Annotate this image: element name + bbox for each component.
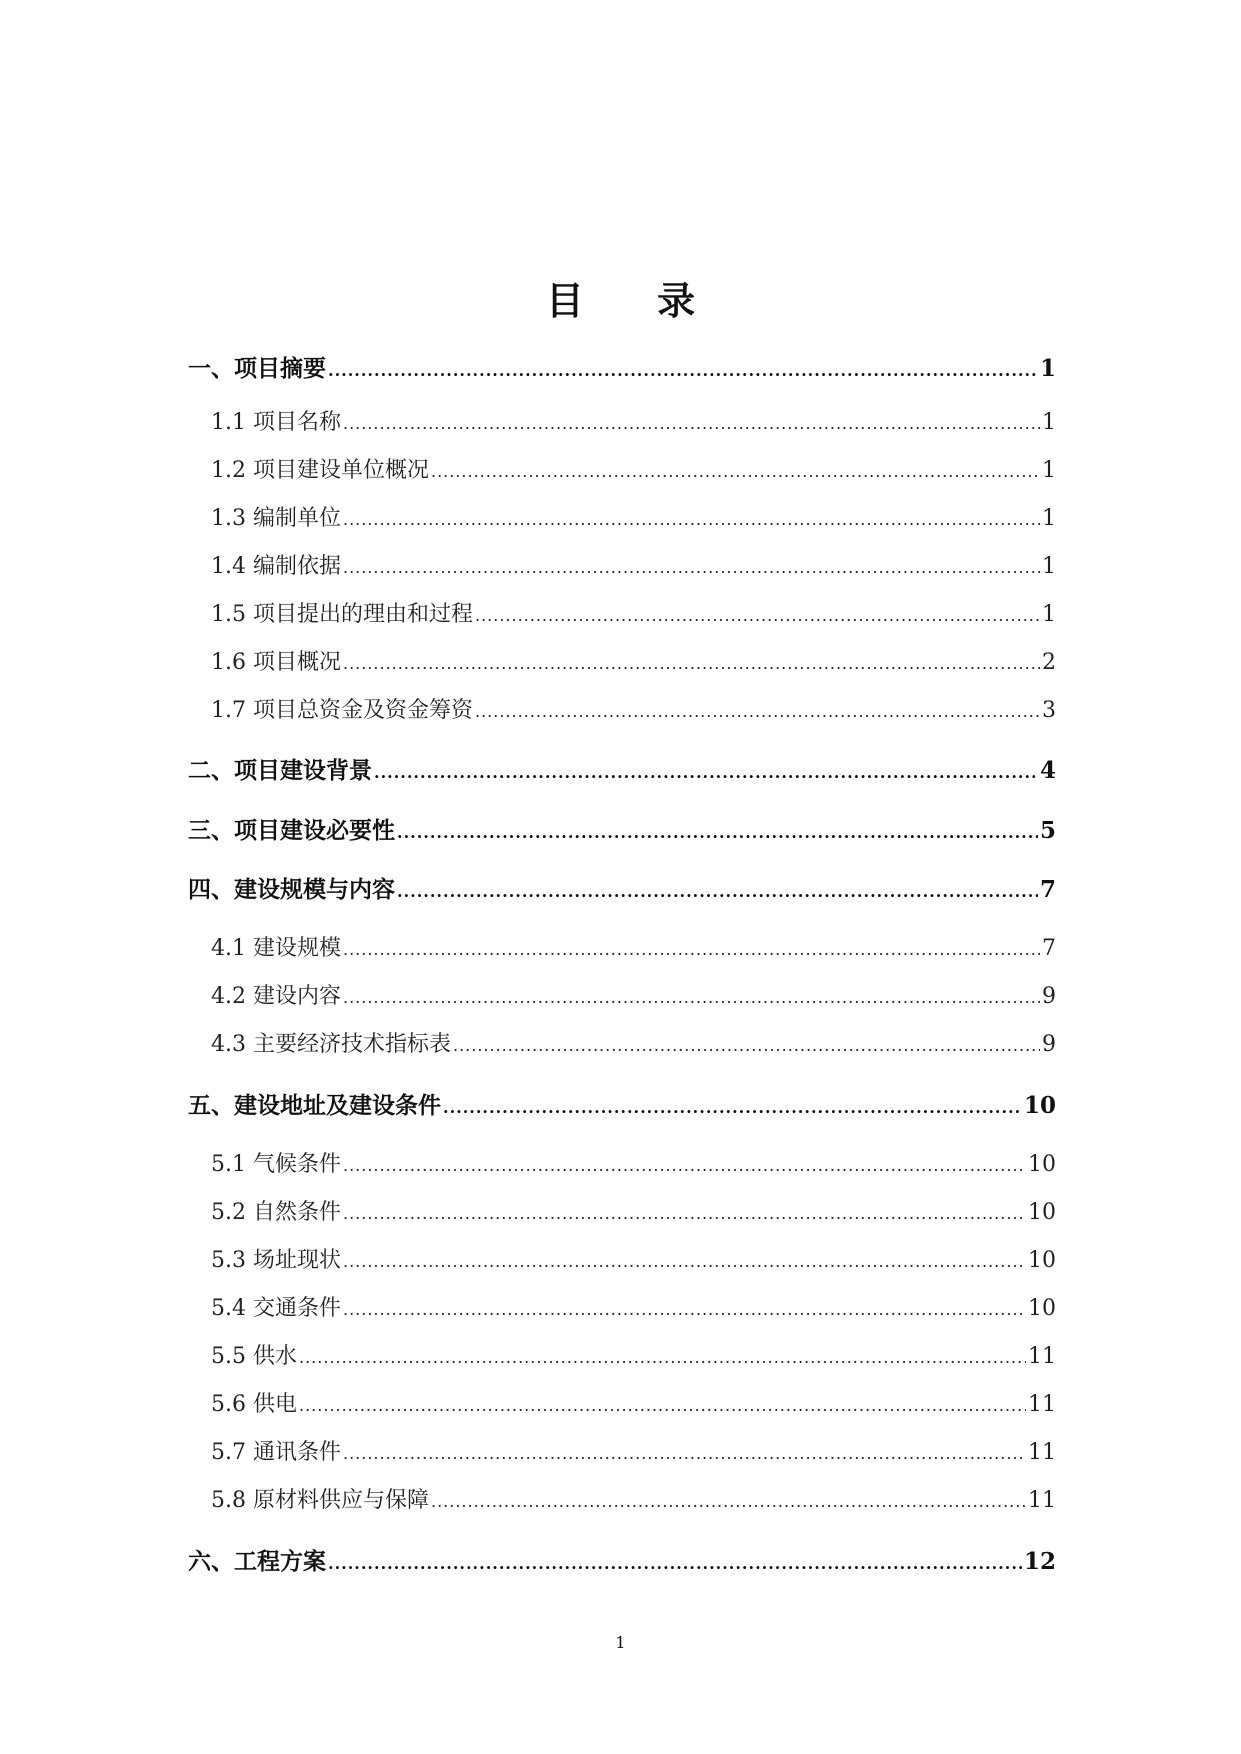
toc-entry-label: 5.8 原材料供应与保障 [211,1488,429,1513]
dot-leader [343,940,1040,959]
dot-leader [397,882,1038,901]
toc-entry-page: 10 [1023,1092,1056,1119]
toc-entry-page: 9 [1042,984,1056,1009]
toc-entry-label: 二、项目建设背景 [188,757,372,784]
dot-leader [343,988,1040,1007]
toc-entry-5-6[interactable] [211,1387,1056,1418]
dot-leader [343,414,1040,433]
toc-entry-page: 1 [1042,602,1056,627]
toc-entry-page: 9 [1042,1032,1056,1057]
toc-entry-section-2[interactable] [188,752,1056,785]
toc-entry-page: 7 [1042,936,1056,961]
toc-entry-1-4[interactable] [211,549,1056,580]
dot-leader [397,823,1038,842]
toc-entry-page: 10 [1028,1152,1056,1177]
toc-entry-1-1[interactable] [211,405,1056,436]
toc-entry-label: 5.5 供水 [211,1344,297,1369]
dot-leader [299,1348,1026,1367]
dot-leader [343,654,1040,673]
toc-entry-page: 10 [1028,1296,1056,1321]
dot-leader [328,361,1038,380]
toc-entry-page: 5 [1039,817,1056,844]
toc-entry-1-6[interactable] [211,645,1056,676]
dot-leader [343,1300,1026,1319]
toc-entry-label: 五、建设地址及建设条件 [188,1092,441,1119]
toc-entry-section-6[interactable] [188,1543,1056,1576]
toc-entry-label: 1.3 编制单位 [211,506,341,531]
dot-leader [343,1252,1026,1271]
toc-title: 目 录 [545,278,726,323]
dot-leader [328,1554,1022,1573]
toc-entry-label: 一、项目摘要 [188,355,326,382]
toc-entry-5-4[interactable] [211,1291,1056,1322]
toc-entry-page: 3 [1042,698,1056,723]
toc-entry-label: 5.2 自然条件 [211,1200,341,1225]
dot-leader [453,1036,1040,1055]
toc-entry-page: 7 [1039,876,1056,903]
toc-entry-4-2[interactable] [211,979,1056,1010]
dot-leader [343,1204,1026,1223]
toc-entry-1-2[interactable] [211,453,1056,484]
toc-entry-page: 10 [1028,1200,1056,1225]
dot-leader [299,1396,1026,1415]
toc-entry-page: 11 [1028,1392,1056,1417]
toc-entry-label: 1.5 项目提出的理由和过程 [211,602,473,627]
toc-entry-page: 1 [1042,554,1056,579]
toc-entry-label: 5.3 场址现状 [211,1248,341,1273]
toc-entry-label: 5.6 供电 [211,1392,297,1417]
toc-entry-5-1[interactable] [211,1147,1056,1178]
toc-entry-5-3[interactable] [211,1243,1056,1274]
toc-entry-1-3[interactable] [211,501,1056,532]
toc-entry-label: 六、工程方案 [188,1548,326,1575]
dot-leader [431,1492,1026,1511]
toc-entry-page: 4 [1039,757,1056,784]
toc-entry-label: 1.2 项目建设单位概况 [211,458,429,483]
toc-entry-1-5[interactable] [211,597,1056,628]
toc-entry-page: 1 [1039,355,1056,382]
dot-leader [343,1156,1026,1175]
toc-entry-label: 5.7 通讯条件 [211,1440,341,1465]
dot-leader [443,1098,1022,1117]
toc-entry-5-5[interactable] [211,1339,1056,1370]
page-number: 1 [615,1633,626,1652]
toc-entry-label: 5.1 气候条件 [211,1152,341,1177]
toc-entry-page: 11 [1028,1488,1056,1513]
toc-entry-5-7[interactable] [211,1435,1056,1466]
toc-entry-label: 4.3 主要经济技术指标表 [211,1032,451,1057]
toc-entry-4-1[interactable] [211,931,1056,962]
toc-entry-page: 11 [1028,1440,1056,1465]
toc-entry-4-3[interactable] [211,1027,1056,1058]
dot-leader [343,510,1040,529]
toc-entry-page: 2 [1042,650,1056,675]
dot-leader [475,606,1040,625]
toc-entry-label: 1.1 项目名称 [211,410,341,435]
toc-entry-label: 1.6 项目概况 [211,650,341,675]
toc-entry-label: 4.1 建设规模 [211,936,341,961]
toc-entry-section-3[interactable] [188,812,1056,845]
toc-entry-label: 5.4 交通条件 [211,1296,341,1321]
toc-entry-section-1[interactable] [188,350,1056,383]
toc-entry-page: 10 [1028,1248,1056,1273]
toc-entry-page: 1 [1042,458,1056,483]
toc-entry-label: 4.2 建设内容 [211,984,341,1009]
toc-entry-page: 11 [1028,1344,1056,1369]
toc-entry-label: 1.7 项目总资金及资金筹资 [211,698,473,723]
toc-entry-5-8[interactable] [211,1483,1056,1514]
toc-entry-page: 1 [1042,506,1056,531]
toc-entry-label: 三、项目建设必要性 [188,817,395,844]
toc-entry-label: 四、建设规模与内容 [188,876,395,903]
toc-entry-section-5[interactable] [188,1087,1056,1120]
dot-leader [431,462,1040,481]
toc-entry-page: 1 [1042,410,1056,435]
dot-leader [374,763,1038,782]
dot-leader [475,702,1040,721]
toc-entry-5-2[interactable] [211,1195,1056,1226]
toc-entry-label: 1.4 编制依据 [211,554,341,579]
dot-leader [343,558,1040,577]
toc-entry-1-7[interactable] [211,693,1056,724]
dot-leader [343,1444,1026,1463]
toc-entry-section-4[interactable] [188,871,1056,904]
toc-entry-page: 12 [1023,1548,1056,1575]
